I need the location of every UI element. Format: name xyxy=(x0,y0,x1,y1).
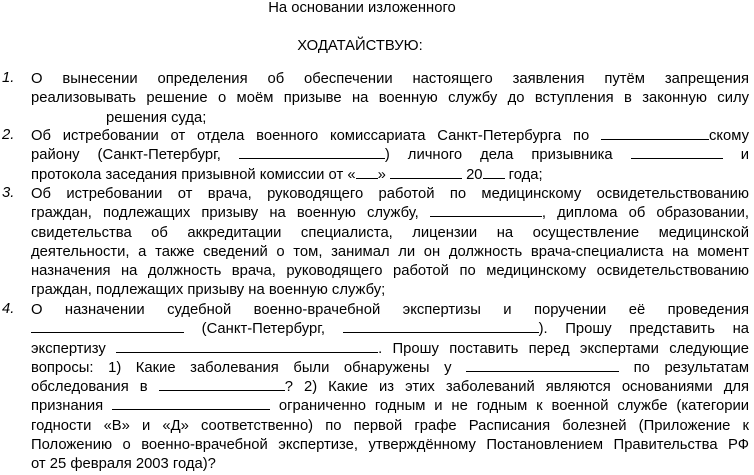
item-4-line-3 xyxy=(31,340,749,359)
item-4-line-7: годности «В» и «Д» соответственно) по первой графе Расписания болезней (Приложение к xyxy=(31,417,749,434)
blank-institution xyxy=(31,320,184,333)
blank-examinee-2 xyxy=(466,359,619,372)
item-4-line-5 xyxy=(31,378,749,397)
item-number: 2. xyxy=(2,127,15,143)
text: скому xyxy=(708,128,749,144)
text: Об истребовании от отдела военного комиссариата Санкт-Петербурга по xyxy=(31,128,590,144)
item-3-line-4: деятельности, а также сведений о том, занимал ли он должность врача-специалиста на момент xyxy=(31,243,749,260)
petition-title: ХОДАТАЙСТВУЮ: xyxy=(297,38,423,54)
item-1-line-3: решения суда; xyxy=(106,109,207,126)
blank-address xyxy=(239,146,385,159)
item-3-line-2 xyxy=(31,204,749,223)
item-number: 3. xyxy=(2,185,15,201)
text: по результатам xyxy=(633,359,749,376)
item-2-line-3 xyxy=(31,166,749,185)
item-3-line-1: Об истребовании от врача, руководящего работой по медицинскому освидетельствованию xyxy=(31,186,749,202)
item-3-line-6: граждан, подлежащих призыву на военную службу; xyxy=(31,282,386,299)
text: и xyxy=(740,147,749,164)
item-number: 1. xyxy=(2,70,15,86)
blank-day xyxy=(356,166,378,179)
blank-institution-address xyxy=(343,320,539,333)
item-number: 4. xyxy=(2,301,15,317)
page-heading: На основании изложенного xyxy=(268,0,456,16)
text: . Прошу поставить перед экспертами следующие xyxy=(378,340,749,357)
text: экспертизу xyxy=(31,340,106,357)
item-4-line-1: О назначении судебной военно-врачебной экспертизы и поручении её проведения xyxy=(31,302,749,318)
text: граждан, подлежащих призыву на военную службу, xyxy=(31,205,419,222)
text: обследования в xyxy=(31,379,148,396)
text: 20 xyxy=(466,166,483,183)
text: ограниченно годным и не годным к военной службе (категории xyxy=(278,398,749,415)
text: , диплома об образовании, xyxy=(541,205,749,222)
item-3-line-3: свидетельства об аккредитации специалиста, лицензии на осуществление медицинской xyxy=(31,224,749,241)
blank-examinee xyxy=(116,340,378,353)
text: протокола заседания призывной комиссии от « xyxy=(31,166,356,183)
text: вопросы: 1) Какие заболевания были обнаружены у xyxy=(31,359,452,376)
blank-district xyxy=(601,127,709,140)
blank-month xyxy=(390,166,462,179)
item-3-line-5: назначения на должность врача, руководящего работой по медицинскому освидетельствованию xyxy=(31,263,749,280)
blank-year xyxy=(483,166,505,179)
text: » xyxy=(377,166,386,183)
blank-conscript-name xyxy=(631,146,723,159)
text: ). Прошу представить на xyxy=(538,321,749,338)
text: ? 2) Какие из этих заболеваний являются основаниями для xyxy=(284,379,749,396)
item-2-line-2 xyxy=(31,146,749,165)
item-4-line-6 xyxy=(31,397,749,416)
blank-period xyxy=(159,378,285,391)
text: ) личного дела призывника xyxy=(384,147,613,164)
blank-doctor-name xyxy=(430,204,542,217)
text: года; xyxy=(508,166,543,183)
text: району (Санкт-Петербург, xyxy=(31,147,221,164)
item-2-line-1 xyxy=(31,127,749,146)
item-4-line-9: от 25 февраля 2003 года)? xyxy=(31,456,216,473)
item-1-line-1: О вынесении определения об обеспечении настоящего заявления путём запрещения xyxy=(31,71,749,87)
item-4-line-8: Положению о военно-врачебной экспертизе, утверждённому Постановлением Правительства РФ xyxy=(31,437,749,454)
item-4-line-2 xyxy=(31,320,749,339)
text: (Санкт-Петербург, xyxy=(201,321,325,338)
item-1-line-2: реализовывать решение о моём призыве на военную службу до вступления в законную силу xyxy=(31,90,749,107)
text: признания xyxy=(31,398,104,415)
blank-examinee-3 xyxy=(112,397,270,410)
item-4-line-4 xyxy=(31,359,749,378)
